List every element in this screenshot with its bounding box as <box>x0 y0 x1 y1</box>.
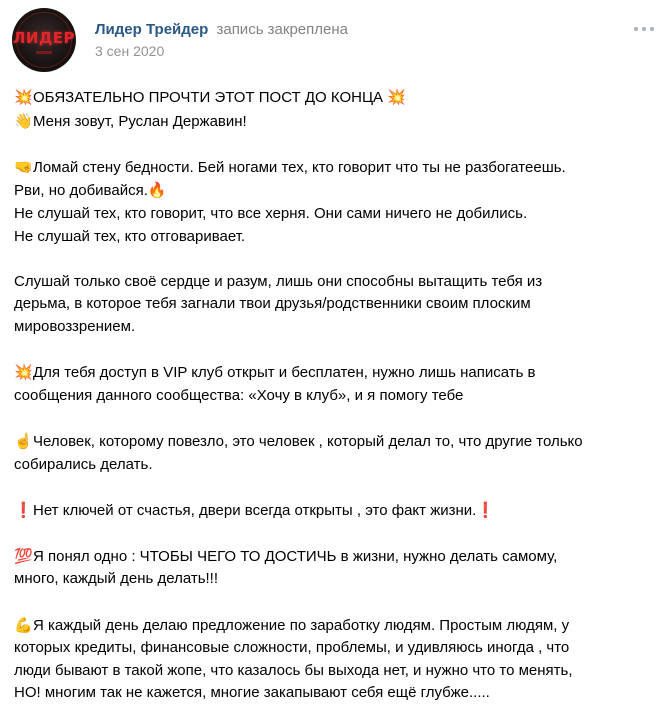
text-line: 💥ОБЯЗАТЕЛЬНО ПРОЧТИ ЭТОТ ПОСТ ДО КОНЦА 💥 <box>14 86 662 110</box>
flexed-biceps-emoji-icon: 💪 <box>14 615 33 634</box>
text-line: ☝️Человек, которому повезло, это человек , который делал то, что другие только <box>14 430 662 454</box>
pointing-up-emoji-icon: ☝️ <box>14 431 33 450</box>
text-line: собирались делать. <box>14 455 153 473</box>
paragraph-8 <box>14 614 662 705</box>
community-avatar[interactable] <box>12 8 76 72</box>
hundred-points-emoji-icon: 💯 <box>14 546 33 565</box>
text-line: Слушай только своё сердце и разум, лишь они способны вытащить тебя из <box>14 272 543 290</box>
fire-emoji-icon: 🔥 <box>147 181 167 200</box>
paragraph-3 <box>14 271 662 339</box>
post-body <box>14 86 662 705</box>
dot <box>650 27 654 31</box>
avatar-logo-text: ЛИДЕР <box>12 29 76 47</box>
dot <box>634 27 638 31</box>
exclamation-emoji-icon: ❗ <box>14 500 33 519</box>
text-line: сообщения данного сообщества: «Хочу в клуб», и я помогу тебе <box>14 386 464 404</box>
paragraph-1 <box>14 86 662 133</box>
text-line: дерьма, в которое тебя загнали твои друзья/родственники своим плоским <box>14 295 531 313</box>
text-line: мировоззрением. <box>14 317 136 335</box>
waving-hand-emoji-icon: 👋 <box>14 111 33 130</box>
post-header <box>12 8 658 74</box>
text-line: Не слушай тех, кто отговаривает. <box>14 227 246 245</box>
paragraph-5 <box>14 430 662 476</box>
dot <box>642 27 646 31</box>
author-link[interactable]: Лидер Трейдер <box>95 21 209 38</box>
collision-emoji-icon: 💥 <box>387 88 406 106</box>
paragraph-4 <box>14 361 662 407</box>
post-title-line <box>95 20 348 40</box>
text-line: много, каждый день делать!!! <box>14 570 219 588</box>
text-line: НО! многим так не кажется, многие закапывают себя ещё глубже..... <box>14 684 490 702</box>
text-line: Рви, но добивайся.🔥 <box>14 179 662 203</box>
text-line: 💯Я понял одно : ЧТОБЫ ЧЕГО ТО ДОСТИЧЬ в жизни, нужно делать самому, <box>14 545 662 569</box>
text-line: 🤜Ломай стену бедности. Бей ногами тех, кто говорит что ты не разбогатеешь. <box>14 156 662 180</box>
pinned-label: запись закреплена <box>216 21 348 38</box>
post-date[interactable]: 3 сен 2020 <box>95 43 165 59</box>
text-line: 👋Меня зовут, Руслан Державин! <box>14 110 662 134</box>
fist-emoji-icon: 🤜 <box>14 157 33 176</box>
collision-emoji-icon: 💥 <box>14 88 33 106</box>
text-line: 💪Я каждый день делаю предложение по заработку людям. Простым людям, у <box>14 614 662 638</box>
text-line: Не слушай тех, кто говорит, что все херня. Они сами ничего не добились. <box>14 204 528 222</box>
paragraph-7 <box>14 545 662 591</box>
exclamation-emoji-icon: ❗ <box>476 500 496 519</box>
avatar-logo-mark <box>36 51 52 54</box>
paragraph-6 <box>14 499 662 523</box>
paragraph-2 <box>14 156 662 248</box>
collision-emoji-icon: 💥 <box>14 363 33 382</box>
text-line: ❗Нет ключей от счастья, двери всегда открыты , это факт жизни.❗ <box>14 499 662 523</box>
text-line: 💥Для тебя доступ в VIP клуб открыт и бесплатен, нужно лишь написать в <box>14 361 662 385</box>
ellipsis-icon[interactable] <box>632 24 656 34</box>
text-line: люди бывают в такой жопе, что казалось бы выхода нет, и нужно что то менять, <box>14 661 573 679</box>
text-line: которых кредиты, финансовые сложности, проблемы, и удивляюсь иногда , что <box>14 639 570 657</box>
